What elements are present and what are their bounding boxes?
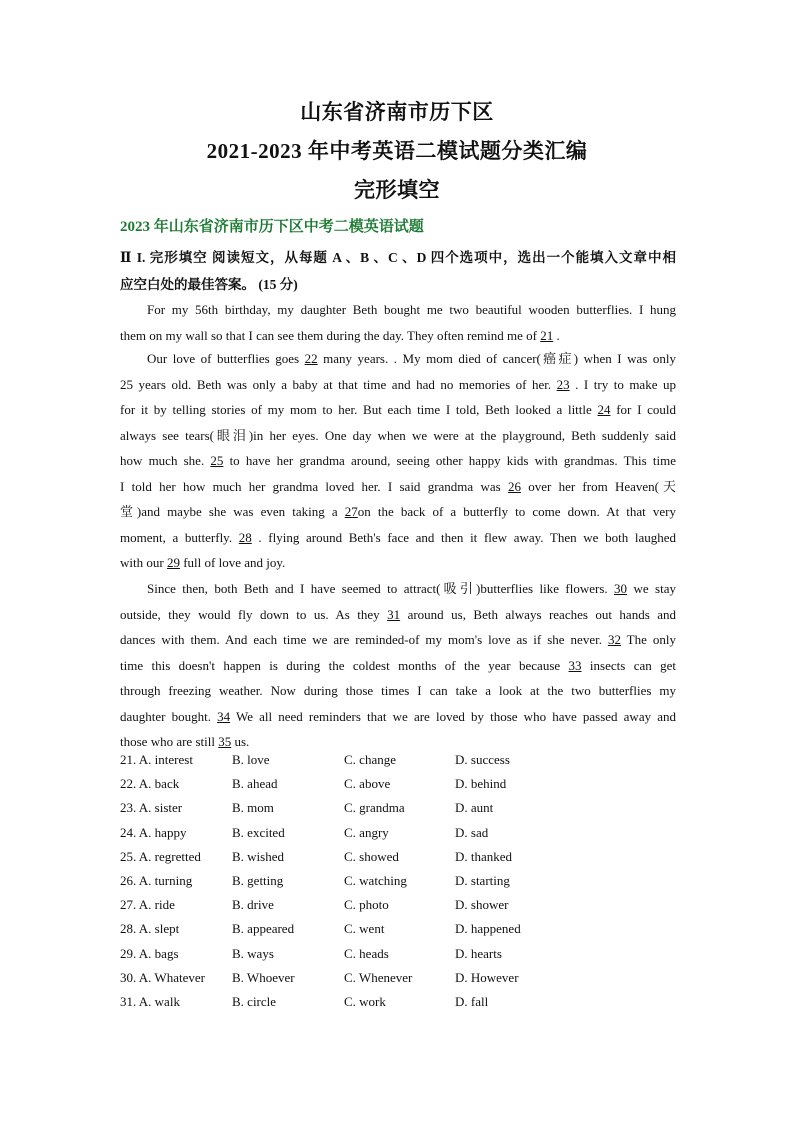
option-row (120, 966, 680, 990)
blank-24: 24 (597, 402, 611, 417)
option-choice: 22. A. back (120, 776, 180, 792)
section-heading: 2023 年山东省济南市历下区中考二模英语试题 (120, 219, 424, 235)
passage-line: for it by telling stories of my mom to her. But each time I told, Beth looked a little 24 for I could (120, 402, 676, 417)
blank-31: 31 (387, 606, 401, 622)
blank-28: 28 (238, 529, 252, 545)
passage-paragraph-3 (120, 576, 676, 755)
option-choice: D. fall (455, 993, 489, 1009)
option-choice: B. Whoever (232, 969, 295, 985)
option-choice: D. happened (455, 921, 521, 937)
option-choice: D. shower (455, 897, 509, 913)
option-choice: 27. A. ride (120, 897, 175, 913)
option-row (120, 772, 680, 796)
passage-paragraph-1 (120, 297, 676, 348)
option-choice: B. ahead (232, 776, 278, 792)
option-row (120, 748, 680, 772)
doc-title-region: 山东省济南市历下区 (300, 100, 494, 124)
options-list (120, 748, 680, 1014)
option-choice: C. photo (344, 897, 389, 913)
passage-line: 25 years old. Beth was only a baby at that time and had no memories of her. 23 . I try to make up (120, 376, 676, 392)
option-choice: 30. A. Whatever (120, 969, 205, 985)
doc-title-series: 2021-2023 年中考英语二模试题分类汇编 (206, 139, 588, 163)
option-choice: 29. A. bags (120, 945, 179, 961)
option-choice: C. above (344, 776, 391, 792)
passage-line: Since then, both Beth and I have seemed to attract(吸引)butterflies like flowers. 30 we stay (147, 581, 676, 596)
option-choice: D. aunt (455, 800, 494, 816)
blank-34: 34 (217, 708, 231, 724)
blank-25: 25 (210, 453, 224, 468)
blank-23: 23 (556, 376, 570, 392)
blank-29: 29 (166, 555, 180, 570)
option-choice: 31. A. walk (120, 993, 180, 1009)
passage-line: Our love of butterflies goes 22 many years. . My mom died of cancer(癌症) when I was only (147, 351, 676, 366)
option-choice: 25. A. regretted (120, 848, 201, 864)
passage-line: them on my wall so that I can see them during the day. They often remind me of 21 . (120, 327, 560, 343)
option-row (120, 942, 680, 966)
option-choice: C. angry (344, 824, 389, 840)
passage-line: For my 56th birthday, my daughter Beth bought me two beautiful wooden butterflies. I hung (147, 302, 676, 317)
option-choice: 21. A. interest (120, 752, 193, 767)
blank-27: 27 (344, 504, 358, 519)
option-row (120, 869, 680, 893)
instruction-line-1: Ⅱ I. 完形填空 阅读短文，从每题 A 、B 、C 、D 四个选项中，选出一个能填入文章中相 (120, 250, 676, 265)
passage-line: I told her how much her grandma loved her. I said grandma was 26 over her from Heaven(天 (120, 478, 676, 494)
passage-line: daughter bought. 34 We all need reminders that we are loved by those who have passed away and (120, 708, 676, 724)
option-choice: 26. A. turning (120, 872, 193, 888)
passage-line: outside, they would fly down to us. As they 31 around us, Beth always reaches out hands and (120, 606, 676, 622)
option-choice: C. change (344, 752, 396, 767)
option-row (120, 917, 680, 941)
option-choice: C. heads (344, 945, 389, 961)
option-choice: B. wished (232, 848, 284, 864)
passage-line: moment, a butterfly. 28 . flying around Beth's face and then it flew away. Then we both laughed (120, 529, 676, 545)
passage-line: dances with them. And each time we are reminded-of my mom's love as if she never. 32 The only (120, 632, 676, 647)
option-choice: B. excited (232, 824, 285, 840)
option-choice: B. ways (232, 945, 274, 961)
option-row (120, 990, 680, 1014)
option-choice: C. grandma (344, 800, 405, 816)
passage-paragraph-2 (120, 346, 676, 576)
option-choice: C. showed (344, 848, 399, 864)
passage-line: through freezing weather. Now during those times I can take a look at the two butterflies my (120, 683, 676, 698)
option-choice: B. drive (232, 897, 274, 913)
option-row (120, 821, 680, 845)
option-row (120, 796, 680, 820)
option-choice: B. love (232, 752, 270, 767)
passage-line: those who are still 35 us. (120, 734, 250, 749)
option-choice: D. However (455, 969, 519, 985)
option-choice: D. sad (455, 824, 489, 840)
blank-26: 26 (507, 478, 521, 494)
doc-title-topic: 完形填空 (354, 178, 440, 202)
blank-33: 33 (568, 657, 582, 673)
option-choice: C. watching (344, 872, 407, 888)
option-choice: C. went (344, 921, 385, 937)
option-choice: D. behind (455, 776, 507, 792)
blank-32: 32 (607, 632, 621, 647)
option-choice: B. getting (232, 872, 284, 888)
passage-line: with our 29 full of love and joy. (120, 555, 286, 570)
blank-30: 30 (614, 581, 628, 596)
blank-21: 21 (540, 327, 554, 343)
blank-22: 22 (304, 351, 318, 366)
option-choice: D. starting (455, 872, 510, 888)
option-choice: B. circle (232, 993, 277, 1009)
instruction-line-2: 应空白处的最佳答案。 (15 分) (120, 277, 298, 292)
option-row (120, 845, 680, 869)
blank-35: 35 (218, 734, 232, 749)
option-choice: 24. A. happy (120, 824, 187, 840)
passage-line: time this doesn't happen is during the coldest months of the year because 33 insects can get (120, 657, 676, 673)
option-choice: D. thanked (455, 848, 513, 864)
option-choice: D. hearts (455, 945, 502, 961)
option-choice: C. work (344, 993, 386, 1009)
option-choice: 28. A. slept (120, 921, 180, 937)
option-choice: B. appeared (232, 921, 295, 937)
option-choice: C. Whenever (344, 969, 413, 985)
passage-line: always see tears(眼泪)in her eyes. One day when we were at the playground, Beth suddenly said (120, 427, 676, 443)
option-choice: 23. A. sister (120, 800, 183, 816)
option-choice: B. mom (232, 800, 274, 816)
passage-line: how much she. 25 to have her grandma around, seeing other happy kids with grandmas. This time (120, 453, 676, 468)
option-row (120, 893, 680, 917)
option-choice: D. success (455, 752, 510, 767)
passage-line: 堂)and maybe she was even taking a 27on the back of a butterfly to come down. At that very (120, 504, 676, 519)
